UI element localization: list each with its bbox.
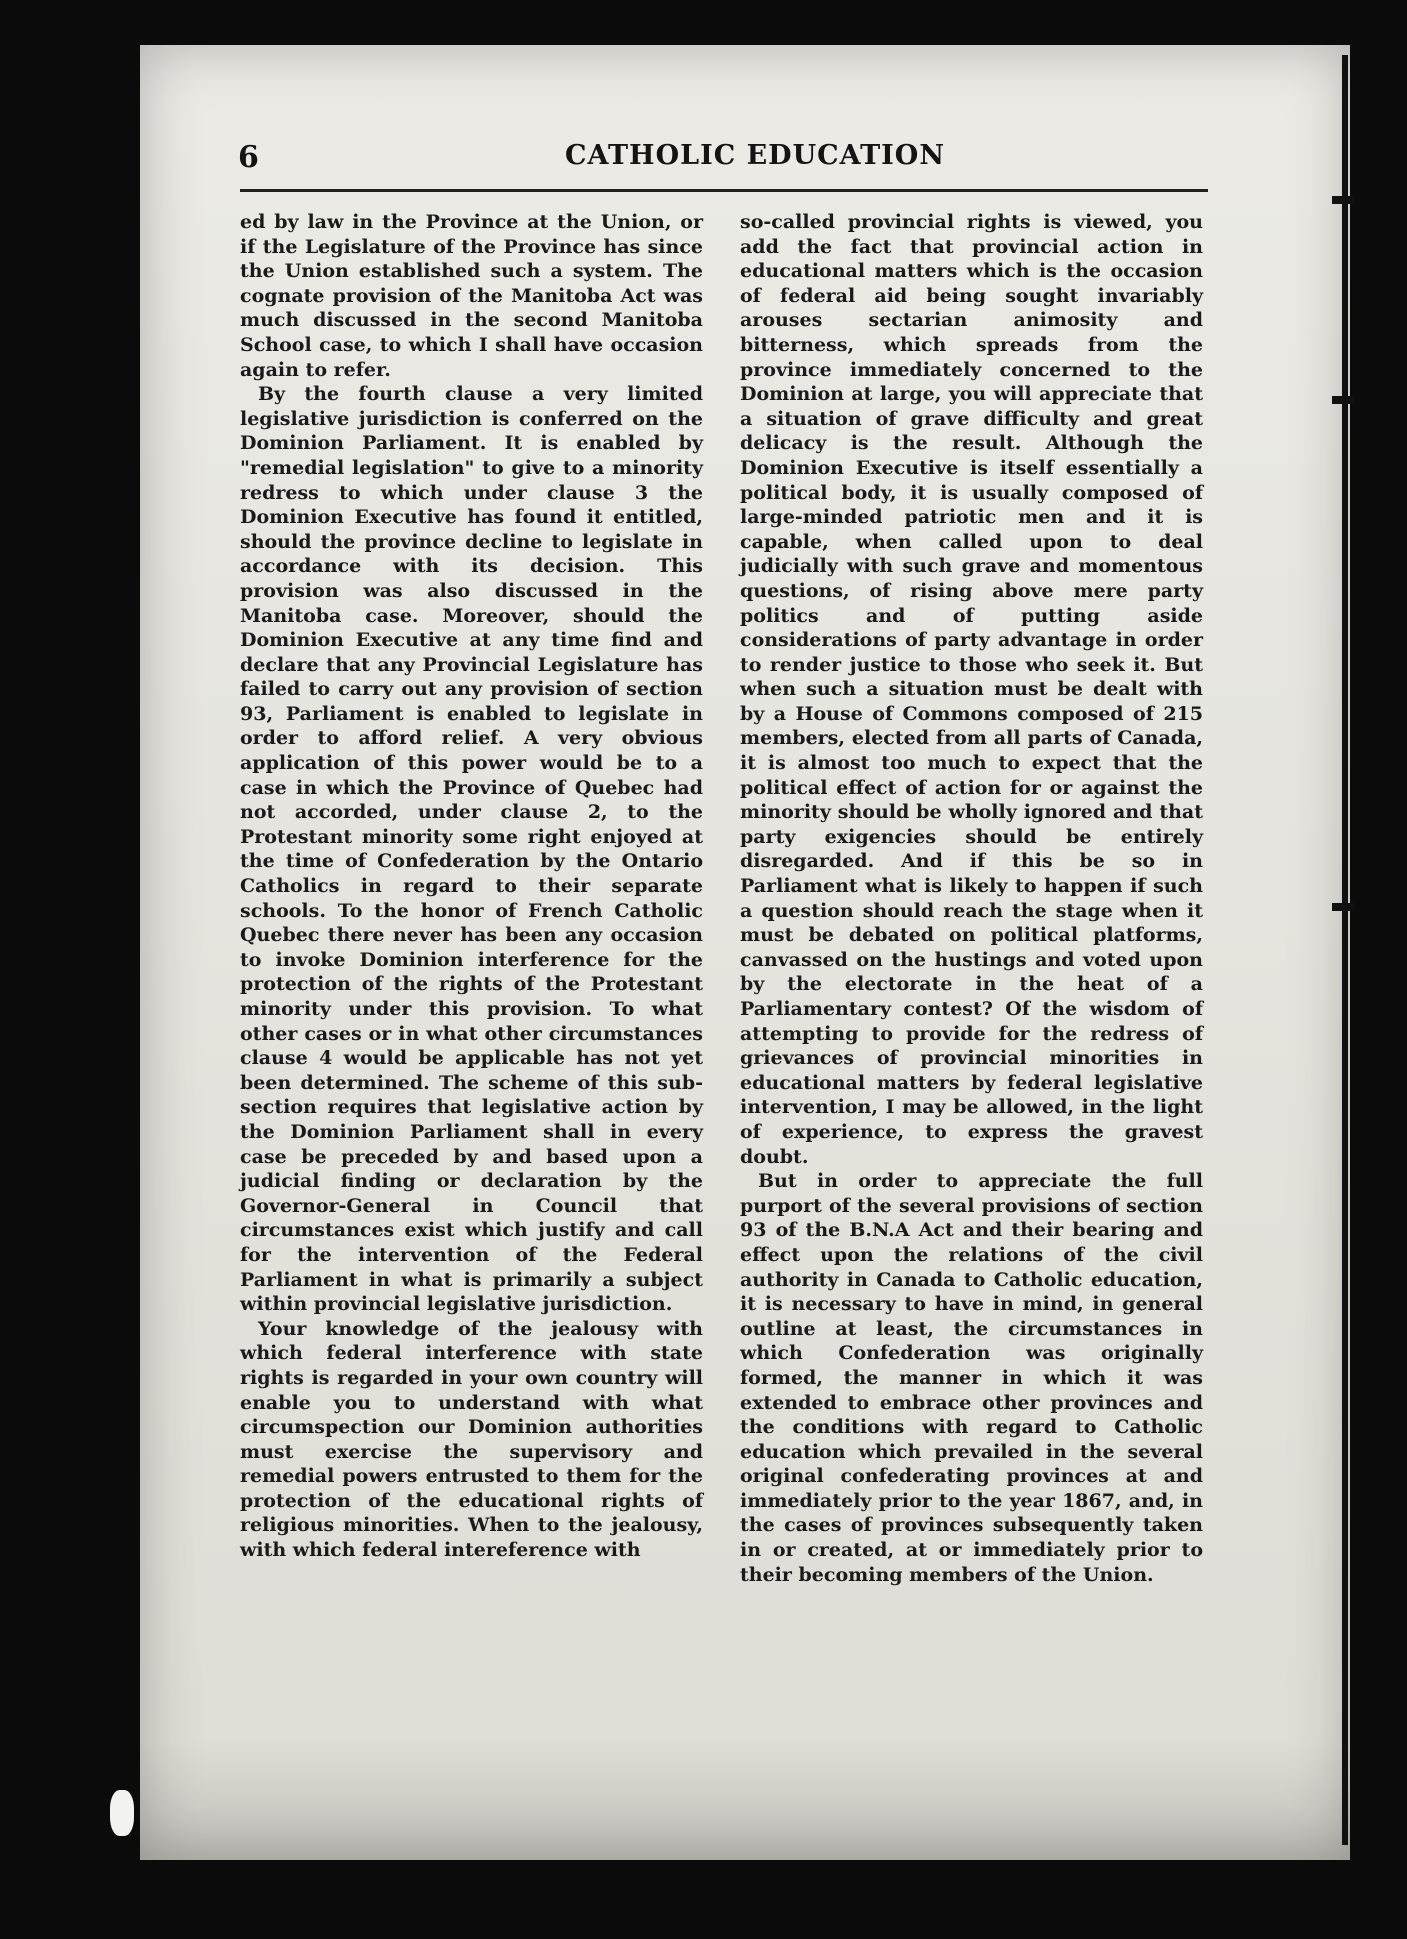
paragraph: Your knowledge of the jealousy with which federal interference with state rights is regarded in your own country will enable you to understand with what circumspection our Dominion authorities must exercise the supervisory and remedial powers entrusted to them for the protection of the educational rights of religious minorities. When to the jealousy, with which federal intereference with bbox=[240, 1317, 703, 1562]
paragraph: By the fourth clause a very limited legislative jurisdiction is conferred on the Dominion Parliament. It is enabled by "remedial legislation" to give to a minority redress to which under clause 3 the Dominion Executive has found it entitled, should the province decline to legislate in accordance with its decision. This provision was also discussed in the Manitoba case. Moreover, should the Dominion Executive at any time find and declare that any Provincial Legislature has failed to carry out any provision of section 93, Parliament is enabled to legislate in order to afford relief. A very obvious application of this power would be to a case in which the Province of Quebec had not accorded, under clause 2, to the Protestant minority some right enjoyed at the time of Confederation by the Ontario Catholics in regard to their separate schools. To the honor of French Catholic Quebec there never has been any occasion to invoke Dominion interference for the protection of the rights of the Protestant minority under this provision. To what other cases or in what other circumstances clause 4 would be applicable has not yet been determined. The scheme of this sub-section requires that legislative action by the Dominion Parliament shall in every case be preceded by and based upon a judicial finding or declaration by the Governor-General in Council that circumstances exist which justify and call for the intervention of the Federal Parliament in what is primarily a subject within provincial legislative jurisdiction. bbox=[240, 383, 703, 1316]
paragraph: so-called provincial rights is viewed, you add the fact that provincial action in educational matters which is the occasion of federal aid being sought invariably arouses sectarian animosity and bitterness, which spreads from the province immediately concerned to the Dominion at large, you will appreciate that a situation of grave difficulty and great delicacy is the result. Although the Dominion Executive is itself essentially a political body, it is usually composed of large-minded patriotic men and it is capable, when called upon to deal judicially with such grave and momentous questions, of rising above mere party politics and of putting aside considerations of party advantage in order to render justice to those who seek it. But when such a situation must be dealt with by a House of Commons composed of 215 members, elected from all parts of Canada, it is almost too much to expect that the political effect of action for or against the minority should be wholly ignored and that party exigencies should be entirely disregarded. And if this be so in Parliament what is likely to happen if such a question should reach the stage when it must be debated on political platforms, canvassed on the hustings and voted upon by the electorate in the heat of a Parliamentary contest? Of the wisdom of attempting to provide for the redress of grievances of provincial minorities in educational matters by federal legislative intervention, I may be allowed, in the light of experience, to express the gravest doubt. bbox=[740, 211, 1203, 1168]
right-column bbox=[740, 210, 1203, 1587]
page-number: 6 bbox=[238, 140, 259, 175]
header-rule bbox=[240, 189, 1208, 192]
paragraph: ed by law in the Province at the Union, or if the Legislature of the Province has since the Union established such a system. The cognate provision of the Manitoba Act was much discussed in the second Manitoba School case, to which I shall have occasion again to refer. bbox=[240, 211, 703, 381]
running-title: CATHOLIC EDUCATION bbox=[565, 140, 946, 171]
paragraph: But in order to appreciate the full purport of the several provisions of section 93 of the B.N.A Act and their bearing and effect upon the relations of the civil authority in Canada to Catholic education, it is necessary to have in mind, in general outline at least, the circumstances in which Confederation was originally formed, the manner in which it was extended to embrace other provinces and the conditions with regard to Catholic education which prevailed in the several original confederating provinces at and immediately prior to the year 1867, and, in the cases of provinces subsequently taken in or created, at or immediately prior to their becoming members of the Union. bbox=[740, 1170, 1203, 1586]
binding-edge bbox=[1342, 55, 1348, 1845]
edge-mark bbox=[1332, 396, 1354, 404]
paper-tear bbox=[110, 1790, 134, 1836]
edge-mark bbox=[1332, 196, 1354, 204]
left-column bbox=[240, 210, 703, 1563]
edge-mark bbox=[1332, 903, 1354, 911]
